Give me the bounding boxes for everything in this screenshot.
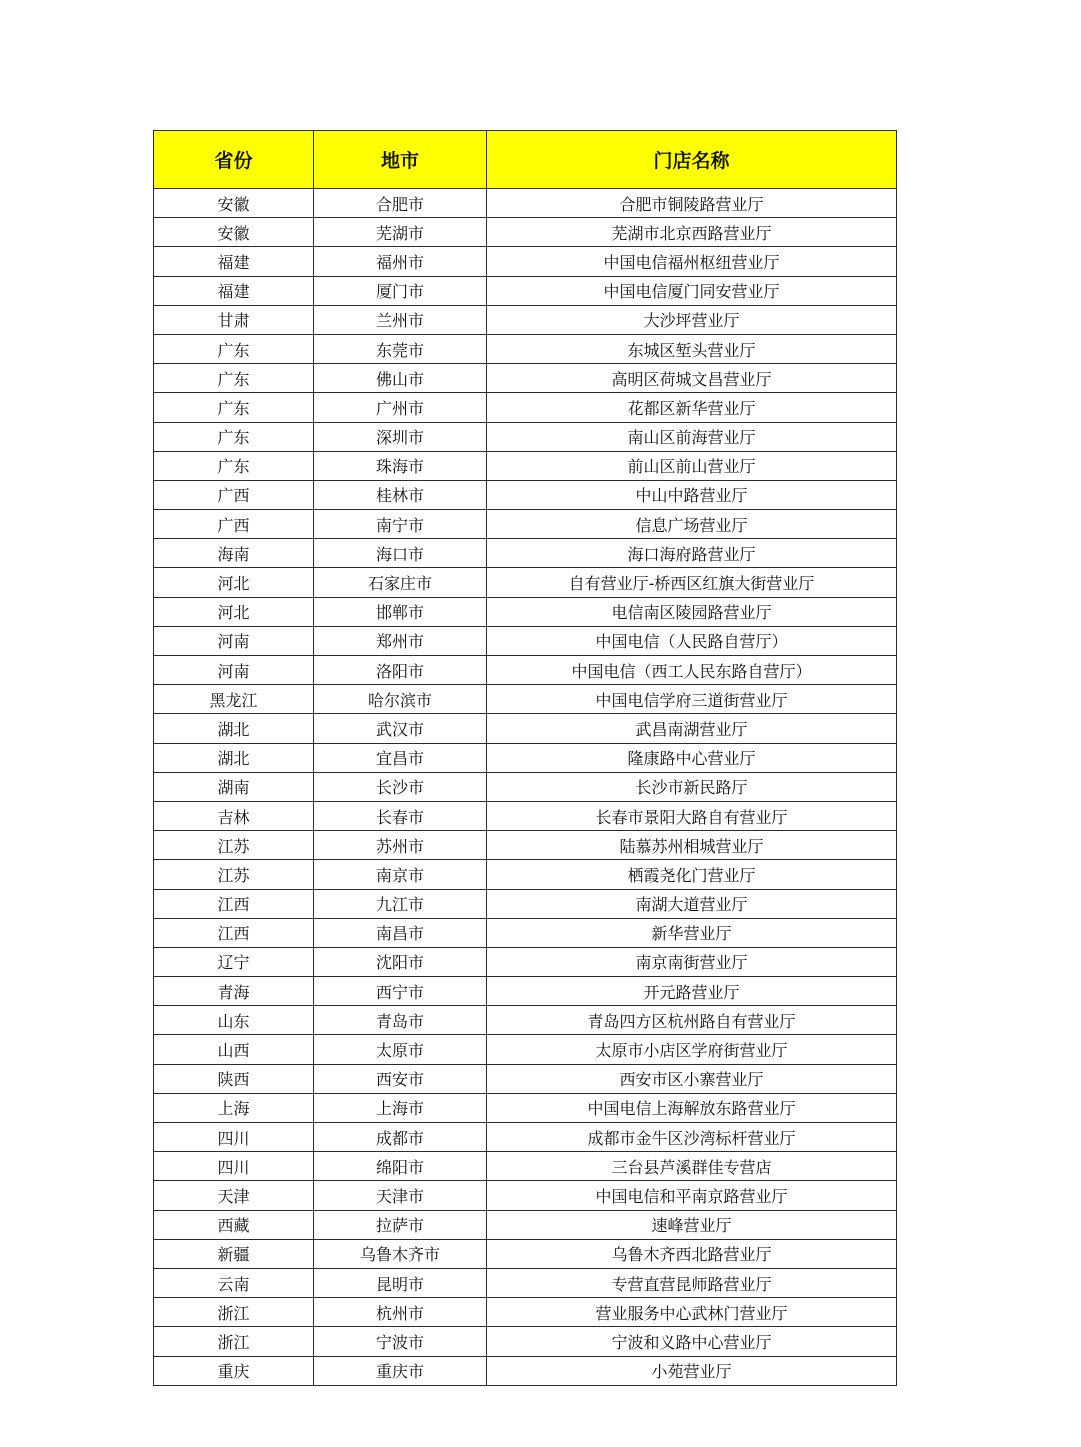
cell-province: 福建 [154,247,314,276]
cell-store-name: 专营直营昆师路营业厅 [487,1268,897,1297]
cell-store-name: 开元路营业厅 [487,977,897,1006]
cell-city: 南宁市 [314,510,487,539]
cell-city: 西安市 [314,1064,487,1093]
table-body [154,189,897,1386]
table-row [154,947,897,976]
table-row [154,568,897,597]
cell-city: 宜昌市 [314,743,487,772]
cell-province: 浙江 [154,1298,314,1327]
cell-city: 海口市 [314,539,487,568]
table-row [154,1123,897,1152]
cell-province: 青海 [154,977,314,1006]
table-row [154,218,897,247]
cell-city: 沈阳市 [314,947,487,976]
cell-province: 江苏 [154,831,314,860]
table-row [154,510,897,539]
table-row [154,918,897,947]
table-row [154,189,897,218]
cell-city: 郑州市 [314,626,487,655]
cell-store-name: 花都区新华营业厅 [487,393,897,422]
table-row [154,480,897,509]
cell-province: 海南 [154,539,314,568]
table-row [154,334,897,363]
cell-province: 广东 [154,393,314,422]
cell-city: 长春市 [314,801,487,830]
table-row [154,1268,897,1297]
cell-city: 东莞市 [314,334,487,363]
cell-city: 绵阳市 [314,1152,487,1181]
cell-city: 兰州市 [314,305,487,334]
cell-store-name: 中国电信厦门同安营业厅 [487,276,897,305]
table-row [154,860,897,889]
cell-store-name: 海口海府路营业厅 [487,539,897,568]
cell-store-name: 大沙坪营业厅 [487,305,897,334]
cell-province: 河北 [154,597,314,626]
cell-city: 杭州市 [314,1298,487,1327]
cell-province: 天津 [154,1181,314,1210]
cell-province: 江西 [154,889,314,918]
table-row [154,831,897,860]
cell-city: 南京市 [314,860,487,889]
cell-city: 深圳市 [314,422,487,451]
table-row [154,656,897,685]
cell-province: 甘肃 [154,305,314,334]
cell-province: 黑龙江 [154,685,314,714]
cell-city: 厦门市 [314,276,487,305]
cell-store-name: 南山区前海营业厅 [487,422,897,451]
table-row [154,364,897,393]
cell-province: 河南 [154,626,314,655]
table-row [154,889,897,918]
cell-province: 山东 [154,1006,314,1035]
table-row [154,1181,897,1210]
cell-province: 新疆 [154,1239,314,1268]
cell-city: 昆明市 [314,1268,487,1297]
cell-store-name: 中国电信（西工人民东路自营厅） [487,656,897,685]
table-row [154,714,897,743]
cell-store-name: 东城区堑头营业厅 [487,334,897,363]
cell-store-name: 武昌南湖营业厅 [487,714,897,743]
cell-city: 佛山市 [314,364,487,393]
cell-store-name: 中国电信（人民路自营厅） [487,626,897,655]
table-row [154,977,897,1006]
table-row [154,626,897,655]
cell-store-name: 长春市景阳大路自有营业厅 [487,801,897,830]
cell-store-name: 营业服务中心武林门营业厅 [487,1298,897,1327]
table-row [154,1356,897,1385]
cell-store-name: 西安市区小寨营业厅 [487,1064,897,1093]
cell-store-name: 南京南街营业厅 [487,947,897,976]
cell-city: 石家庄市 [314,568,487,597]
cell-store-name: 三台县芦溪群佳专营店 [487,1152,897,1181]
cell-store-name: 中国电信学府三道街营业厅 [487,685,897,714]
cell-province: 重庆 [154,1356,314,1385]
table-row [154,393,897,422]
cell-city: 珠海市 [314,451,487,480]
table-row [154,1093,897,1122]
cell-province: 安徽 [154,189,314,218]
table-row [154,1210,897,1239]
cell-store-name: 南湖大道营业厅 [487,889,897,918]
cell-city: 拉萨市 [314,1210,487,1239]
cell-store-name: 合肥市铜陵路营业厅 [487,189,897,218]
cell-province: 广东 [154,422,314,451]
cell-province: 山西 [154,1035,314,1064]
cell-city: 长沙市 [314,772,487,801]
table-header [154,131,897,189]
cell-store-name: 栖霞尧化门营业厅 [487,860,897,889]
table-row [154,1006,897,1035]
cell-city: 福州市 [314,247,487,276]
cell-province: 河北 [154,568,314,597]
cell-city: 南昌市 [314,918,487,947]
cell-province: 吉林 [154,801,314,830]
cell-store-name: 信息广场营业厅 [487,510,897,539]
cell-province: 湖北 [154,743,314,772]
cell-province: 浙江 [154,1327,314,1356]
cell-city: 成都市 [314,1123,487,1152]
table-row [154,1152,897,1181]
cell-store-name: 前山区前山营业厅 [487,451,897,480]
cell-store-name: 中国电信和平南京路营业厅 [487,1181,897,1210]
cell-city: 桂林市 [314,480,487,509]
table-row [154,1239,897,1268]
cell-province: 湖南 [154,772,314,801]
table-row [154,685,897,714]
cell-province: 江苏 [154,860,314,889]
cell-store-name: 中国电信上海解放东路营业厅 [487,1093,897,1122]
table-row [154,276,897,305]
header-row [154,131,897,189]
cell-store-name: 乌鲁木齐西北路营业厅 [487,1239,897,1268]
table-row [154,1298,897,1327]
cell-city: 哈尔滨市 [314,685,487,714]
cell-province: 西藏 [154,1210,314,1239]
cell-store-name: 太原市小店区学府街营业厅 [487,1035,897,1064]
cell-province: 陕西 [154,1064,314,1093]
cell-store-name: 新华营业厅 [487,918,897,947]
table-row [154,1327,897,1356]
cell-city: 青岛市 [314,1006,487,1035]
table-row [154,743,897,772]
table-row [154,1064,897,1093]
cell-province: 云南 [154,1268,314,1297]
header-city: 地市 [314,131,487,189]
table-row [154,539,897,568]
cell-store-name: 芜湖市北京西路营业厅 [487,218,897,247]
cell-city: 九江市 [314,889,487,918]
cell-store-name: 中山中路营业厅 [487,480,897,509]
cell-store-name: 高明区荷城文昌营业厅 [487,364,897,393]
cell-store-name: 青岛四方区杭州路自有营业厅 [487,1006,897,1035]
table-row [154,772,897,801]
table-row [154,1035,897,1064]
cell-city: 天津市 [314,1181,487,1210]
cell-city: 苏州市 [314,831,487,860]
table-row [154,801,897,830]
cell-city: 西宁市 [314,977,487,1006]
cell-province: 福建 [154,276,314,305]
table-row [154,247,897,276]
cell-store-name: 电信南区陵园路营业厅 [487,597,897,626]
cell-city: 上海市 [314,1093,487,1122]
cell-province: 广西 [154,480,314,509]
cell-city: 洛阳市 [314,656,487,685]
cell-store-name: 隆康路中心营业厅 [487,743,897,772]
store-table [153,130,897,1386]
cell-province: 四川 [154,1123,314,1152]
cell-province: 辽宁 [154,947,314,976]
cell-province: 四川 [154,1152,314,1181]
cell-store-name: 小苑营业厅 [487,1356,897,1385]
cell-city: 合肥市 [314,189,487,218]
cell-province: 广东 [154,364,314,393]
cell-city: 太原市 [314,1035,487,1064]
cell-province: 安徽 [154,218,314,247]
cell-store-name: 长沙市新民路厅 [487,772,897,801]
cell-province: 河南 [154,656,314,685]
cell-city: 邯郸市 [314,597,487,626]
cell-city: 乌鲁木齐市 [314,1239,487,1268]
cell-store-name: 自有营业厅-桥西区红旗大街营业厅 [487,568,897,597]
cell-store-name: 宁波和义路中心营业厅 [487,1327,897,1356]
cell-province: 湖北 [154,714,314,743]
header-store-name: 门店名称 [487,131,897,189]
cell-province: 广西 [154,510,314,539]
cell-province: 上海 [154,1093,314,1122]
cell-city: 武汉市 [314,714,487,743]
cell-city: 重庆市 [314,1356,487,1385]
cell-province: 广东 [154,451,314,480]
table-row [154,305,897,334]
cell-province: 广东 [154,334,314,363]
cell-store-name: 中国电信福州枢纽营业厅 [487,247,897,276]
table-row [154,597,897,626]
table-row [154,451,897,480]
cell-store-name: 成都市金牛区沙湾标杆营业厅 [487,1123,897,1152]
cell-city: 广州市 [314,393,487,422]
cell-city: 宁波市 [314,1327,487,1356]
cell-store-name: 陆慕苏州相城营业厅 [487,831,897,860]
cell-store-name: 速峰营业厅 [487,1210,897,1239]
table-row [154,422,897,451]
header-province: 省份 [154,131,314,189]
cell-city: 芜湖市 [314,218,487,247]
cell-province: 江西 [154,918,314,947]
